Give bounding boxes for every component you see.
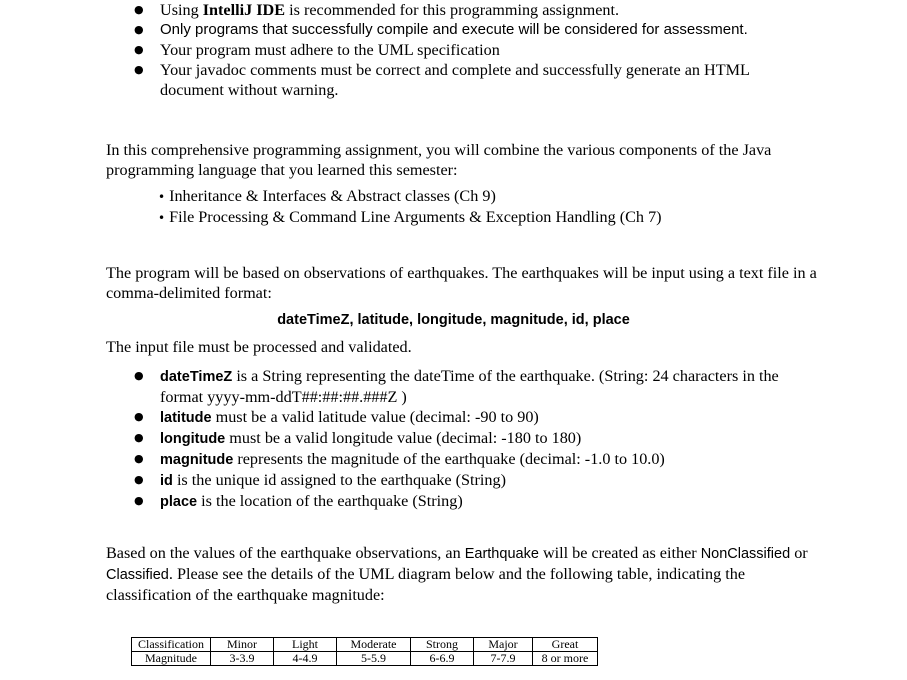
table-row [132, 638, 598, 652]
bullet-dot-icon: • [158, 190, 166, 204]
magnitude-classification-table [131, 637, 598, 666]
table-row [132, 652, 598, 666]
intro-paragraph: In this comprehensive programming assignment, you will combine the various components of the Java programming language that you learned this semester: [106, 141, 772, 179]
field-name: dateTimeZ [160, 369, 233, 385]
requirement-item: ● Using IntelliJ IDE is recommended for this programming assignment. [134, 0, 794, 20]
table-cell: 7-7.9 [474, 652, 533, 666]
table-cell: 4-4.9 [274, 652, 337, 666]
classification-paragraph: Based on the values of the earthquake observations, an Earthquake will be created as either NonClassified or Classified. Please see the details of the UML diagram below and the following table, indicating the classification of the earthquake magnitude: [106, 544, 808, 604]
ide-name: IntelliJ IDE [202, 1, 286, 19]
table-cell: Light [274, 638, 337, 652]
processed-paragraph: The input file must be processed and validated. [106, 338, 412, 356]
earthquake-input-paragraph: The program will be based on observations of earthquakes. The earthquakes will be input using a text file in a comma-delimited format: [106, 264, 817, 302]
table-cell: Major [474, 638, 533, 652]
topic-item: • File Processing & Command Line Arguments & Exception Handling (Ch 7) [158, 208, 662, 226]
table-header-cell: Classification [132, 638, 211, 652]
bullet-dot-icon: • [158, 211, 166, 225]
table-cell: Moderate [337, 638, 411, 652]
field-item: ● longitude must be a valid longitude value (decimal: -180 to 180) [134, 428, 794, 449]
table-cell: Strong [411, 638, 474, 652]
field-name: longitude [160, 431, 226, 447]
requirement-item: ● Your javadoc comments must be correct and complete and successfully generate an HTML document without warning. [134, 60, 794, 100]
table-cell: 3-3.9 [211, 652, 274, 666]
field-name: latitude [160, 410, 212, 426]
input-format-line: dateTimeZ, latitude, longitude, magnitude, id, place [277, 312, 630, 328]
requirement-item: ● Only programs that successfully compile and execute will be considered for assessment. [134, 20, 794, 40]
field-name: id [160, 473, 173, 489]
topics-list [158, 186, 778, 228]
table-header-cell: Magnitude [132, 652, 211, 666]
field-item: ● magnitude represents the magnitude of the earthquake (decimal: -1.0 to 10.0) [134, 449, 794, 470]
fields-list [134, 366, 794, 512]
topic-item: • Inheritance & Interfaces & Abstract classes (Ch 9) [158, 187, 496, 205]
field-item: ● dateTimeZ is a String representing the dateTime of the earthquake. (String: 24 characters in the format yyyy-mm-ddT##:##:##.###Z ) [134, 366, 794, 407]
field-item: ● id is the unique id assigned to the earthquake (String) [134, 470, 794, 491]
table-cell: 6-6.9 [411, 652, 474, 666]
table-cell: 8 or more [533, 652, 598, 666]
table-cell: Great [533, 638, 598, 652]
requirement-item: ● Your program must adhere to the UML specification [134, 40, 794, 60]
field-item: ● latitude must be a valid latitude value (decimal: -90 to 90) [134, 407, 794, 428]
table-cell: 5-5.9 [337, 652, 411, 666]
field-item: ● place is the location of the earthquake (String) [134, 491, 794, 512]
table-cell: Minor [211, 638, 274, 652]
requirements-list [134, 0, 794, 100]
field-name: place [160, 494, 198, 510]
field-name: magnitude [160, 452, 234, 468]
